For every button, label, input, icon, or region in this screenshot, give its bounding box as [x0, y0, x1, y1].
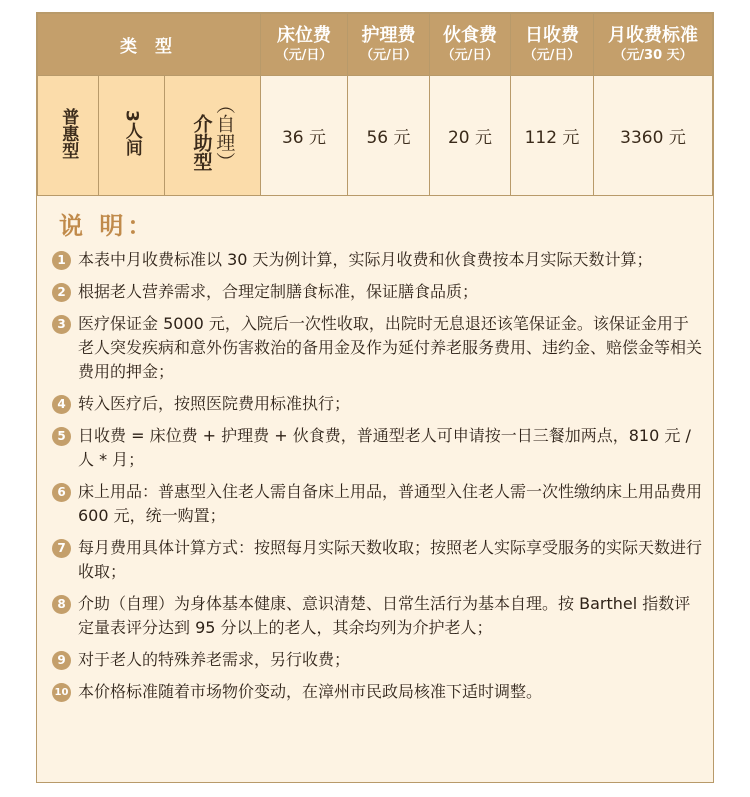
note-text: 本表中月收费标准以 30 天为例计算，实际月收费和伙食费按本月实际天数计算；: [78, 250, 653, 269]
header-name: 月收费标准: [608, 24, 698, 46]
note-number-icon: 1: [52, 251, 71, 270]
fee-sheet: [36, 12, 714, 783]
list-item: [52, 312, 702, 384]
list-item: [52, 680, 702, 704]
note-text: 本价格标准随着市场物价变动，在漳州市民政局核准下适时调整。: [78, 682, 543, 701]
note-text: 每月费用具体计算方式：按照每月实际天数收取；按照老人实际享受服务的实际天数进行收取；: [78, 538, 703, 581]
note-number-icon: 5: [52, 427, 71, 446]
note-text: 日收费 = 床位费 + 护理费 + 伙食费，普通型老人可申请按一日三餐加两点，810 元 / 人 * 月；: [78, 426, 691, 469]
note-number-icon: 9: [52, 651, 71, 670]
care-level-label: 介助型: [190, 114, 213, 171]
list-item: [52, 392, 702, 416]
list-item: [52, 536, 702, 584]
table-row: [38, 76, 713, 196]
room-cell: [99, 76, 165, 196]
note-text: 床上用品：普惠型入住老人需自备床上用品，普通型入住老人需一次性缴纳床上用品费用 600 元，统一购置；: [78, 482, 703, 525]
header-nursing-fee: [348, 14, 430, 76]
note-number-icon: 2: [52, 283, 71, 302]
note-text: 转入医疗后，按照医院费用标准执行；: [78, 394, 351, 413]
header-monthly-fee: [594, 14, 713, 76]
bed-fee-value: 36 元: [261, 76, 348, 196]
monthly-fee-value: 3360 元: [594, 76, 713, 196]
header-daily-fee: [511, 14, 594, 76]
header-name: 护理费: [361, 24, 416, 46]
note-number-icon: 7: [52, 539, 71, 558]
header-name: 日收费: [525, 24, 579, 46]
type-header-label: 类 型: [120, 37, 178, 57]
notes-list: [52, 248, 702, 712]
meal-fee-value: 20 元: [430, 76, 511, 196]
list-item: [52, 280, 702, 304]
header-unit: （元/日）: [275, 47, 333, 63]
notes-title: 说 明：: [59, 212, 156, 240]
category-cell: [38, 76, 99, 196]
header-unit: （元/日）: [523, 47, 581, 63]
note-number-icon: 8: [52, 595, 71, 614]
list-item: [52, 592, 702, 640]
header-bed-fee: [261, 14, 348, 76]
table-header-row: [38, 14, 713, 76]
type-header: [38, 14, 261, 76]
header-unit: （元/30 天）: [613, 47, 693, 63]
daily-fee-value: 112 元: [511, 76, 594, 196]
note-number-icon: 10: [52, 683, 71, 702]
note-text: 根据老人营养需求，合理定制膳食标准，保证膳食品质；: [78, 282, 479, 301]
header-name: 伙食费: [443, 24, 497, 46]
note-text: 对于老人的特殊养老需求，另行收费；: [78, 650, 351, 669]
header-meal-fee: [430, 14, 511, 76]
list-item: [52, 480, 702, 528]
note-number-icon: 6: [52, 483, 71, 502]
header-name: 床位费: [277, 24, 331, 46]
note-number-icon: 3: [52, 315, 71, 334]
fee-table: [37, 13, 713, 196]
header-unit: （元/日）: [441, 47, 499, 63]
header-unit: （元/日）: [360, 47, 417, 63]
room-label: 3人间: [121, 110, 142, 156]
list-item: [52, 648, 702, 672]
note-number-icon: 4: [52, 395, 71, 414]
care-level-cell: [165, 76, 261, 196]
care-level-note: （自理）: [213, 95, 236, 171]
list-item: [52, 424, 702, 472]
note-text: 医疗保证金 5000 元，入院后一次性收取，出院时无息退还该笔保证金。该保证金用于老人突发疾病和意外伤害救治的备用金及作为延付养老服务费用、违约金、赔偿金等相关费用的押金；: [78, 314, 703, 381]
note-text: 介助（自理）为身体基本健康、意识清楚、日常生活行为基本自理。按 Barthel 指数评定量表评分达到 95 分以上的老人，其余均列为介护老人；: [78, 594, 691, 637]
list-item: [52, 248, 702, 272]
category-label: 普惠型: [58, 107, 79, 159]
nursing-fee-value: 56 元: [348, 76, 430, 196]
